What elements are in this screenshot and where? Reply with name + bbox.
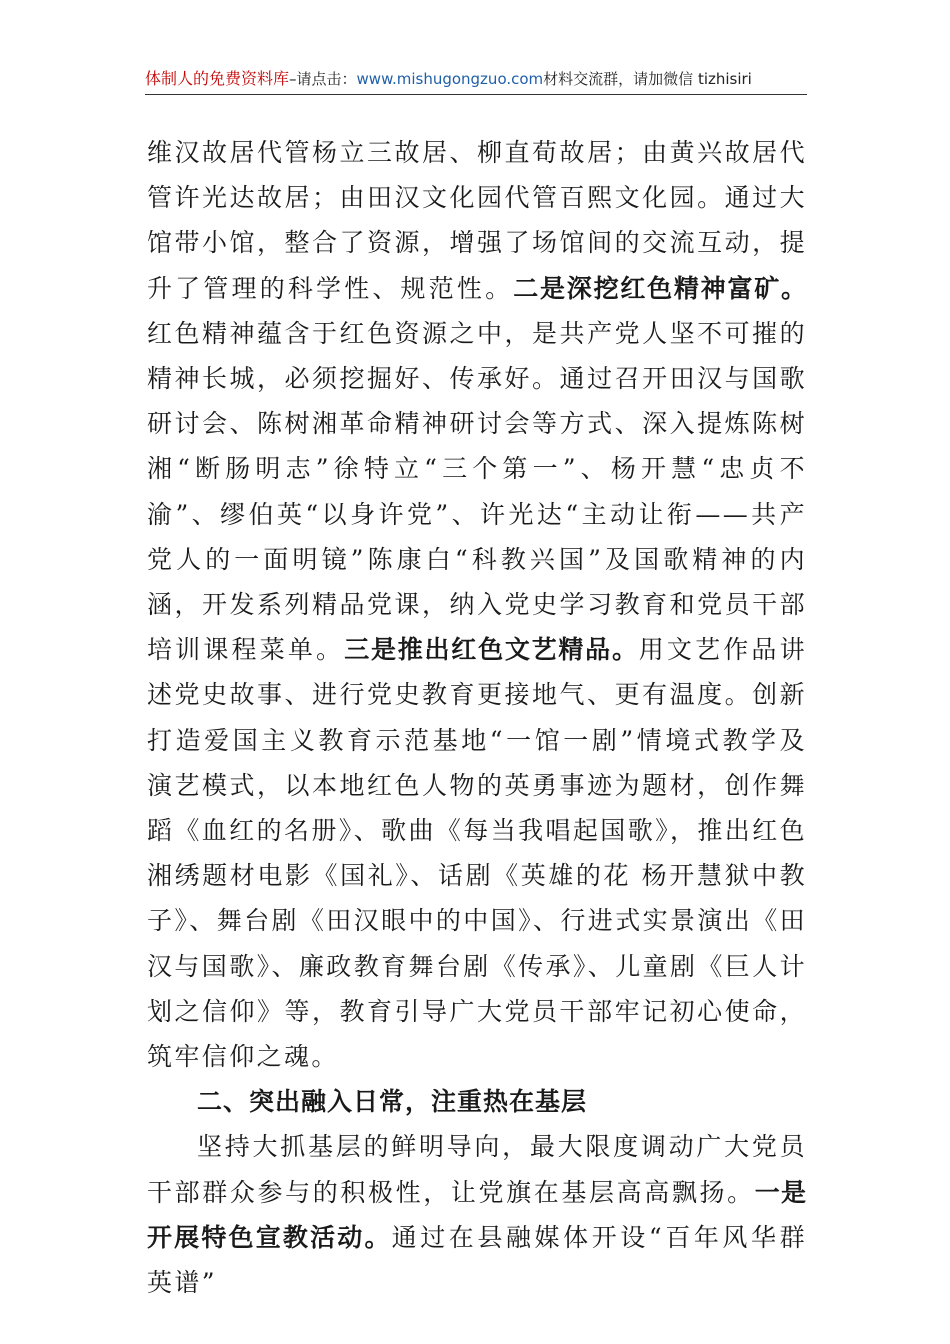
header-contact: 材料交流群，请加微信 tizhisiri (543, 70, 752, 88)
document-body (147, 130, 807, 1305)
section-heading: 二、突出融入日常，注重热在基层 (197, 1087, 588, 1117)
header-brand: 体制人的免费资料库 (145, 69, 290, 88)
paragraph-text: 红色精神蕴含于红色资源之中，是共产党人坚不可摧的精神长城，必须挖掘好、传承好。通过召开田汉与国歌研讨会、陈树湘革命精神研讨会等方式、深入提炼陈树湘“断肠明志”徐特立“三个第一”、杨开慧“忠贞不渝”、缪伯英“以身许党”、许光达“主动让衔——共产党人的一面明镜”陈康白“科教兴国”及国歌精神的内涵，开发系列精品党课，纳入党史学习教育和党员干部培训课程菜单。 (147, 318, 807, 665)
header-click-prompt: –请点击： (289, 70, 357, 88)
bold-point-3: 三是推出红色文艺精品。 (344, 635, 639, 665)
header-url-link[interactable]: www.mishugongzuo.com (356, 70, 544, 88)
paragraph-text: 维汉故居代管杨立三故居、柳直荀故居；由黄兴故居代管许光达故居；由田汉文化园代管百熙文化园。通过大馆带小馆，整合了资源，增强了场馆间的交流互动，提升了管理的科学性、规范性。 (147, 138, 807, 303)
paragraph-text: 坚持大抓基层的鲜明导向，最大限度调动广大党员干部群众参与的积极性，让党旗在基层高高飘扬。 (147, 1132, 807, 1207)
bold-point-2: 二是深挖红色精神富矿。 (513, 273, 807, 303)
paragraph-text: 用文艺作品讲述党史故事、进行党史教育更接地气、更有温度。创新打造爱国主义教育示范基地“一馆一剧”情境式教学及演艺模式，以本地红色人物的英勇事迹为题材，创作舞蹈《血红的名册》、歌曲《每当我唱起国歌》，推出红色湘绣题材电影《国礼》、话剧《英雄的花 杨开慧狱中教子》、舞台剧《田汉眼中的中国》、行进式实景演出《田汉与国歌》、廉政教育舞台剧《传承》、儿童剧《巨人计划之信仰》等，教育引导广大党员干部牢记初心使命，筑牢信仰之魂。 (147, 635, 808, 1072)
bold-point-1: 一是开展特色宣教活动。 (147, 1177, 807, 1252)
paragraph-text: 通过在县融媒体开设“百年风华群英谱” (147, 1222, 807, 1298)
body-paragraph-1 (147, 130, 807, 1079)
body-paragraph-2 (147, 1124, 807, 1305)
page-header (145, 66, 807, 95)
